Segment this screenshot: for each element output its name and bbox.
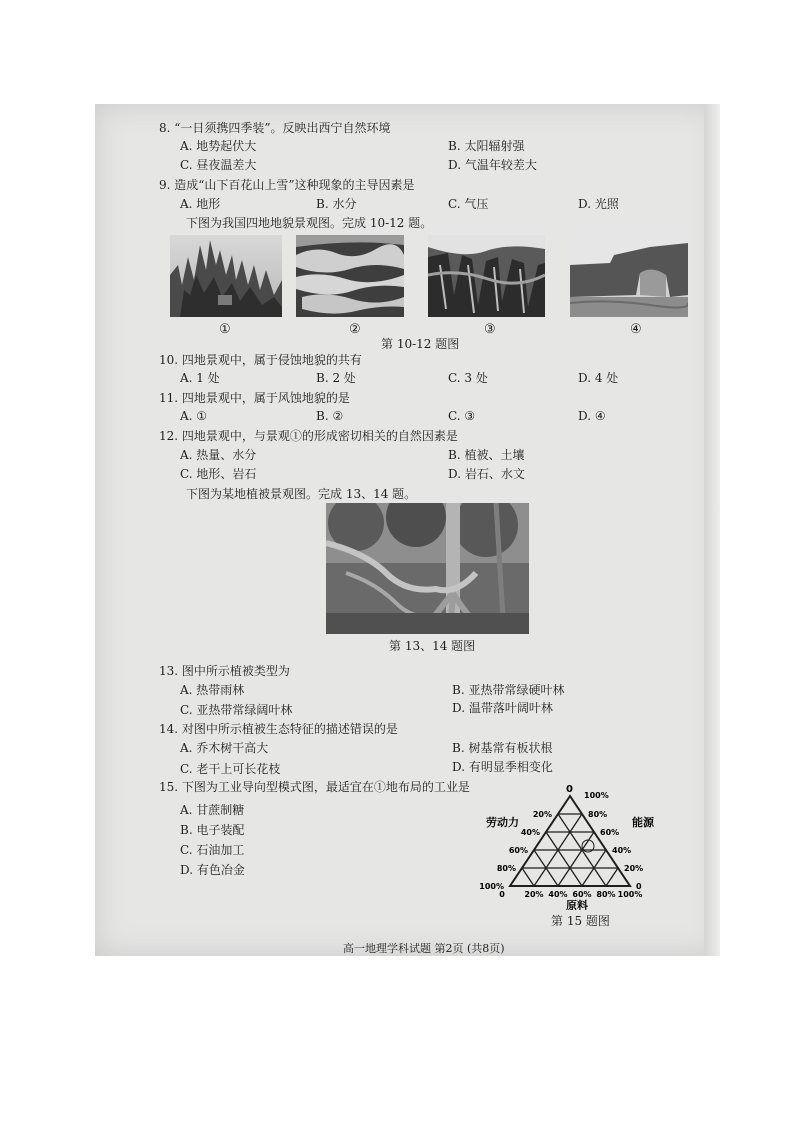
- bottom-tick-label: 100%: [617, 890, 643, 899]
- landform-photo-3: [428, 235, 545, 317]
- q15-option-c: C. 石油加工: [180, 843, 245, 857]
- q9-stem: 9. 造成“山下百花山上雪”这种现象的主导因素是: [159, 178, 415, 192]
- left-tick-label: 100%: [479, 882, 504, 891]
- right-tick-label: 0: [636, 882, 642, 891]
- triangle-outline: [510, 796, 630, 886]
- q8-option-c: C. 昼夜温差大: [180, 158, 257, 172]
- q10-option-a: A. 1 处: [180, 371, 220, 385]
- bottom-tick-label: 40%: [548, 890, 568, 899]
- q15-stem: 15. 下图为工业导向型模式图，最适宜在①地布局的工业是: [159, 780, 470, 794]
- caption-13-14: 第 13、14 题图: [389, 639, 476, 653]
- caption-15: 第 15 题图: [551, 914, 610, 928]
- q13-option-b: B. 亚热带常绿硬叶林: [452, 683, 565, 697]
- right-tick-label: 20%: [624, 864, 644, 873]
- q12-option-c: C. 地形、岩石: [180, 467, 257, 481]
- q13-stem: 13. 图中所示植被类型为: [159, 664, 290, 678]
- right-tick-label: 80%: [588, 810, 608, 819]
- q13-option-d: D. 温带落叶阔叶林: [452, 701, 553, 715]
- q9-option-c: C. 气压: [448, 197, 489, 211]
- landform-photo-4: [570, 235, 688, 317]
- energy-axis-label: 能源: [632, 816, 654, 829]
- page-edge-shadow: [704, 104, 720, 956]
- material-axis-label: 原料: [566, 899, 588, 910]
- photo-label-4: ④: [630, 322, 642, 337]
- q15-option-d: D. 有色冶金: [180, 863, 245, 877]
- right-tick-label: 40%: [612, 846, 632, 855]
- q15-option-a: A. 甘蔗制糖: [180, 803, 245, 817]
- page-footer: 高一地理学科试题 第2页 (共8页): [343, 942, 505, 955]
- q9-option-a: A. 地形: [180, 197, 221, 211]
- left-tick-label: 20%: [532, 810, 552, 819]
- q15-option-b: B. 电子装配: [180, 823, 245, 837]
- q10-option-b: B. 2 处: [316, 371, 356, 385]
- q11-option-b: B. ②: [316, 409, 344, 423]
- q11-option-a: A. ①: [180, 409, 208, 423]
- intro-13-14: 下图为某地植被景观图。完成 13、14 题。: [186, 487, 417, 501]
- bottom-tick-label: 0: [499, 890, 505, 899]
- labor-axis-label: 劳动力: [486, 816, 519, 829]
- q12-stem: 12. 四地景观中，与景观①的形成密切相关的自然因素是: [159, 429, 458, 443]
- right-tick-label: 60%: [600, 828, 620, 837]
- q12-option-b: B. 植被、土壤: [448, 448, 525, 462]
- landform-photo-1: [170, 235, 282, 317]
- q11-option-c: C. ③: [448, 409, 476, 423]
- q10-stem: 10. 四地景观中，属于侵蚀地貌的共有: [159, 353, 362, 367]
- caption-10-12: 第 10-12 题图: [381, 337, 460, 351]
- q12-option-d: D. 岩石、水文: [448, 467, 525, 481]
- intro-10-12: 下图为我国四地地貌景观图。完成 10-12 题。: [186, 216, 433, 230]
- q13-option-c: C. 亚热带常绿阔叶林: [180, 703, 293, 717]
- grid-line-right: [606, 868, 618, 886]
- q9-option-b: B. 水分: [316, 197, 357, 211]
- q13-option-a: A. 热带雨林: [180, 683, 245, 697]
- q10-option-d: D. 4 处: [578, 371, 619, 385]
- triangle-grid: [510, 796, 630, 886]
- photo-label-2: ②: [349, 322, 361, 337]
- q14-option-a: A. 乔木树干高大: [180, 741, 269, 755]
- q14-stem: 14. 对图中所示植被生态特征的描述错误的是: [159, 722, 398, 736]
- q14-option-b: B. 树基常有板状根: [452, 741, 553, 755]
- bottom-tick-label: 20%: [524, 890, 544, 899]
- vegetation-photo: [326, 503, 529, 634]
- q9-option-d: D. 光照: [578, 197, 619, 211]
- bottom-tick-label: 80%: [596, 890, 616, 899]
- q11-option-d: D. ④: [578, 409, 606, 423]
- photo-label-3: ③: [484, 322, 496, 337]
- left-tick-label: 80%: [496, 864, 516, 873]
- q8-option-d: D. 气温年较差大: [448, 158, 537, 172]
- left-tick-label: 60%: [508, 846, 528, 855]
- q14-option-d: D. 有明显季相变化: [452, 760, 553, 774]
- left-tick-label: 40%: [520, 828, 540, 837]
- q12-option-a: A. 热量、水分: [180, 448, 257, 462]
- q8-option-a: A. 地势起伏大: [180, 139, 257, 153]
- industry-triangle-diagram: [470, 780, 670, 910]
- triangle-top-zero: 0: [566, 784, 573, 795]
- q14-option-c: C. 老干上可长花枝: [180, 762, 281, 776]
- q11-stem: 11. 四地景观中，属于风蚀地貌的是: [159, 391, 350, 405]
- right-tick-label: 100%: [584, 791, 609, 800]
- q8-option-b: B. 太阳辐射强: [448, 139, 525, 153]
- bottom-tick-label: 60%: [572, 890, 592, 899]
- q10-option-c: C. 3 处: [448, 371, 488, 385]
- photo-label-1: ①: [219, 322, 231, 337]
- grid-line-left: [522, 868, 534, 886]
- q8-stem: 8. “一日须携四季装”。反映出西宁自然环境: [159, 121, 391, 135]
- landform-photo-2: [296, 235, 404, 317]
